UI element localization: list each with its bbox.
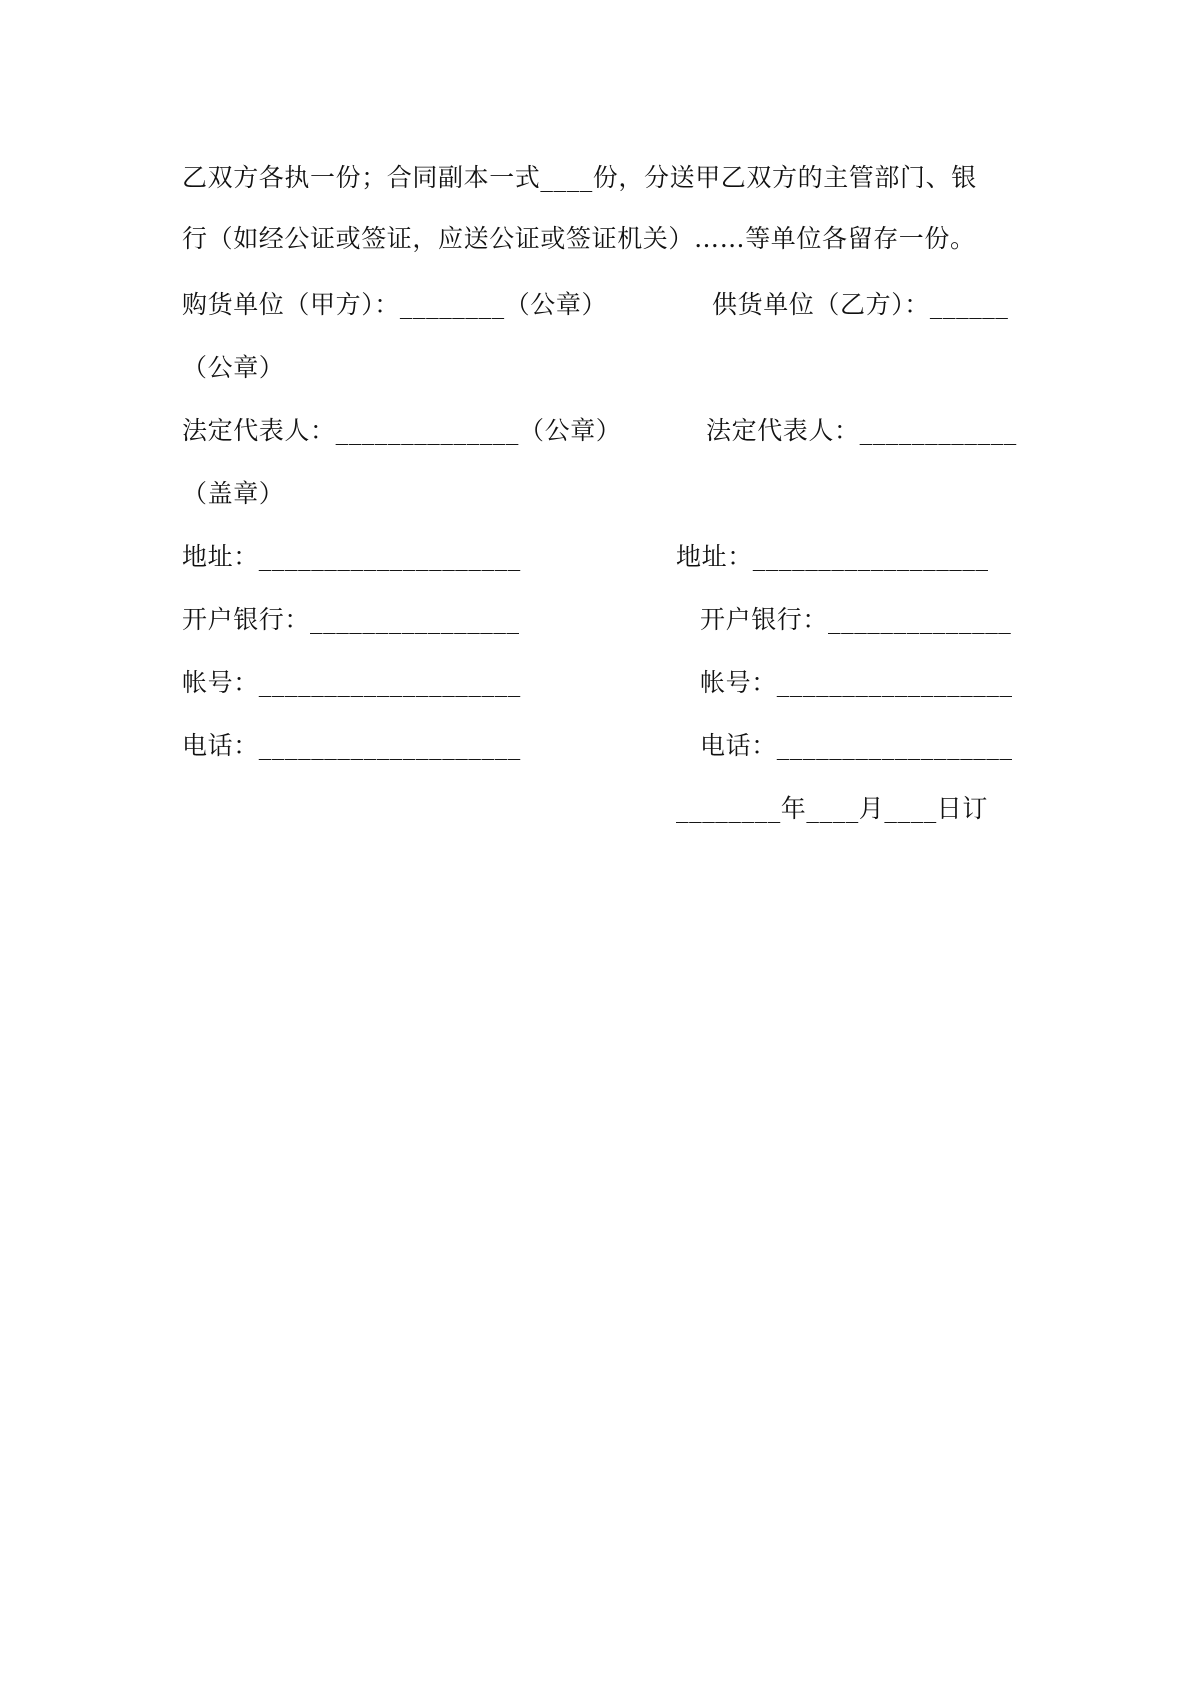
buyer-unit: 购货单位（甲方）：________（公章） bbox=[182, 290, 608, 319]
seller-representative-seal: （盖章） bbox=[182, 479, 285, 508]
buyer-bank: 开户银行：________________ bbox=[182, 605, 520, 634]
buyer-account: 帐号：____________________ bbox=[182, 668, 521, 697]
seller-bank: 开户银行：______________ bbox=[700, 605, 1012, 634]
buyer-address: 地址：____________________ bbox=[182, 542, 521, 571]
seller-phone: 电话：__________________ bbox=[700, 731, 1013, 760]
buyer-representative: 法定代表人：______________（公章） bbox=[182, 416, 622, 445]
seller-unit: 供货单位（乙方）：______ bbox=[712, 290, 1009, 319]
seller-address: 地址：__________________ bbox=[676, 542, 989, 571]
seller-representative: 法定代表人：____________ bbox=[706, 416, 1017, 445]
seller-account: 帐号：__________________ bbox=[700, 668, 1013, 697]
signing-date: ________年____月____日订 bbox=[676, 794, 989, 823]
paragraph-line-1: 乙双方各执一份；合同副本一式____份，分送甲乙双方的主管部门、银 bbox=[182, 163, 977, 192]
seller-unit-seal: （公章） bbox=[182, 353, 285, 382]
paragraph-line-2: 行（如经公证或签证，应送公证或签证机关）……等单位各留存一份。 bbox=[182, 224, 976, 253]
buyer-phone: 电话：____________________ bbox=[182, 731, 521, 760]
